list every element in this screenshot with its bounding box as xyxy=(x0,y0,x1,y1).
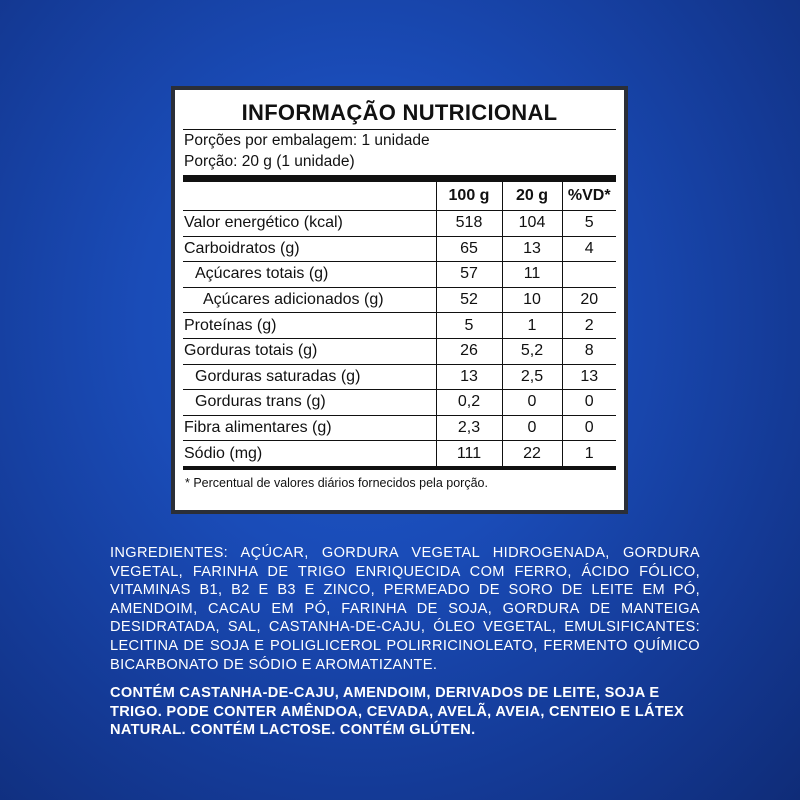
value-portion: 1 xyxy=(502,313,562,339)
value-100g: 2,3 xyxy=(436,415,502,441)
nutrition-label-frame xyxy=(171,86,628,514)
footnote: * Percentual de valores diários fornecidos pela porção. xyxy=(185,475,488,490)
value-vd xyxy=(562,262,616,288)
table-row xyxy=(183,415,616,441)
table-row xyxy=(183,211,616,237)
table-row xyxy=(183,262,616,288)
value-portion: 5,2 xyxy=(502,338,562,364)
table-row xyxy=(183,287,616,313)
value-portion: 11 xyxy=(502,262,562,288)
nutrition-table xyxy=(183,182,616,470)
value-vd: 0 xyxy=(562,390,616,416)
serving-size: Porção: 20 g (1 unidade) xyxy=(183,151,616,182)
ingredients-text: INGREDIENTES: AÇÚCAR, GORDURA VEGETAL HIDROGENADA, GORDURA VEGETAL, FARINHA DE TRIGO ENRIQUECIDA COM FERRO, ÁCIDO FÓLICO, VITAMINAS B1, B2 E B3 E ZINCO, PERMEADO DE SORO DE LEITE EM PÓ, AMENDOIM, CACAU EM PÓ, FARINHA DE SOJA, GORDURA DE MANTEIGA DESIDRATADA, SAL, CASTANHA-DE-CAJU, ÓLEO VEGETAL, EMULSIFICANTES: LECITINA DE SOJA E POLIGLICEROL POLIRRICINOLEATO, FERMENTO QUÍMICO BICARBONATO DE SÓDIO E AROMATIZANTE. xyxy=(110,545,700,673)
nutrient-name: Valor energético (kcal) xyxy=(183,211,436,237)
column-header-vd: %VD* xyxy=(562,182,616,211)
table-row xyxy=(183,441,616,468)
column-header-100g: 100 g xyxy=(436,182,502,211)
nutrient-name: Carboidratos (g) xyxy=(183,236,436,262)
value-vd: 4 xyxy=(562,236,616,262)
table-row xyxy=(183,390,616,416)
allergens-text: CONTÉM CASTANHA-DE-CAJU, AMENDOIM, DERIVADOS DE LEITE, SOJA E TRIGO. PODE CONTER AMÊNDOA, CEVADA, AVELÃ, AVEIA, CENTEIO E LÁTEX NATURAL. CONTÉM LACTOSE. CONTÉM GLÚTEN. xyxy=(110,685,685,739)
value-100g: 13 xyxy=(436,364,502,390)
nutrient-name: Fibra alimentares (g) xyxy=(183,415,436,441)
nutrient-name: Gorduras saturadas (g) xyxy=(183,364,436,390)
value-portion: 13 xyxy=(502,236,562,262)
nutrient-name: Proteínas (g) xyxy=(183,313,436,339)
table-row xyxy=(183,364,616,390)
value-vd: 0 xyxy=(562,415,616,441)
value-100g: 111 xyxy=(436,441,502,468)
value-vd: 5 xyxy=(562,211,616,237)
servings-per-package: Porções por embalagem: 1 unidade xyxy=(184,132,430,149)
value-portion: 0 xyxy=(502,390,562,416)
table-row xyxy=(183,236,616,262)
value-portion: 22 xyxy=(502,441,562,468)
nutrition-title: INFORMAÇÃO NUTRICIONAL xyxy=(183,98,616,130)
value-vd: 8 xyxy=(562,338,616,364)
nutrient-name: Gorduras totais (g) xyxy=(183,338,436,364)
value-100g: 5 xyxy=(436,313,502,339)
header-blank xyxy=(183,182,436,211)
value-portion: 10 xyxy=(502,287,562,313)
value-100g: 26 xyxy=(436,338,502,364)
nutrient-name: Sódio (mg) xyxy=(183,441,436,468)
value-portion: 104 xyxy=(502,211,562,237)
value-100g: 57 xyxy=(436,262,502,288)
value-vd: 2 xyxy=(562,313,616,339)
table-row xyxy=(183,313,616,339)
nutrient-name: Gorduras trans (g) xyxy=(183,390,436,416)
value-portion: 2,5 xyxy=(502,364,562,390)
nutrition-label xyxy=(175,90,624,510)
column-header-portion: 20 g xyxy=(502,182,562,211)
value-100g: 52 xyxy=(436,287,502,313)
nutrient-name: Açúcares adicionados (g) xyxy=(183,287,436,313)
table-header-row xyxy=(183,182,616,211)
table-row xyxy=(183,338,616,364)
value-vd: 20 xyxy=(562,287,616,313)
value-100g: 0,2 xyxy=(436,390,502,416)
value-portion: 0 xyxy=(502,415,562,441)
value-100g: 518 xyxy=(436,211,502,237)
value-vd: 13 xyxy=(562,364,616,390)
nutrient-name: Açúcares totais (g) xyxy=(183,262,436,288)
value-vd: 1 xyxy=(562,441,616,468)
value-100g: 65 xyxy=(436,236,502,262)
